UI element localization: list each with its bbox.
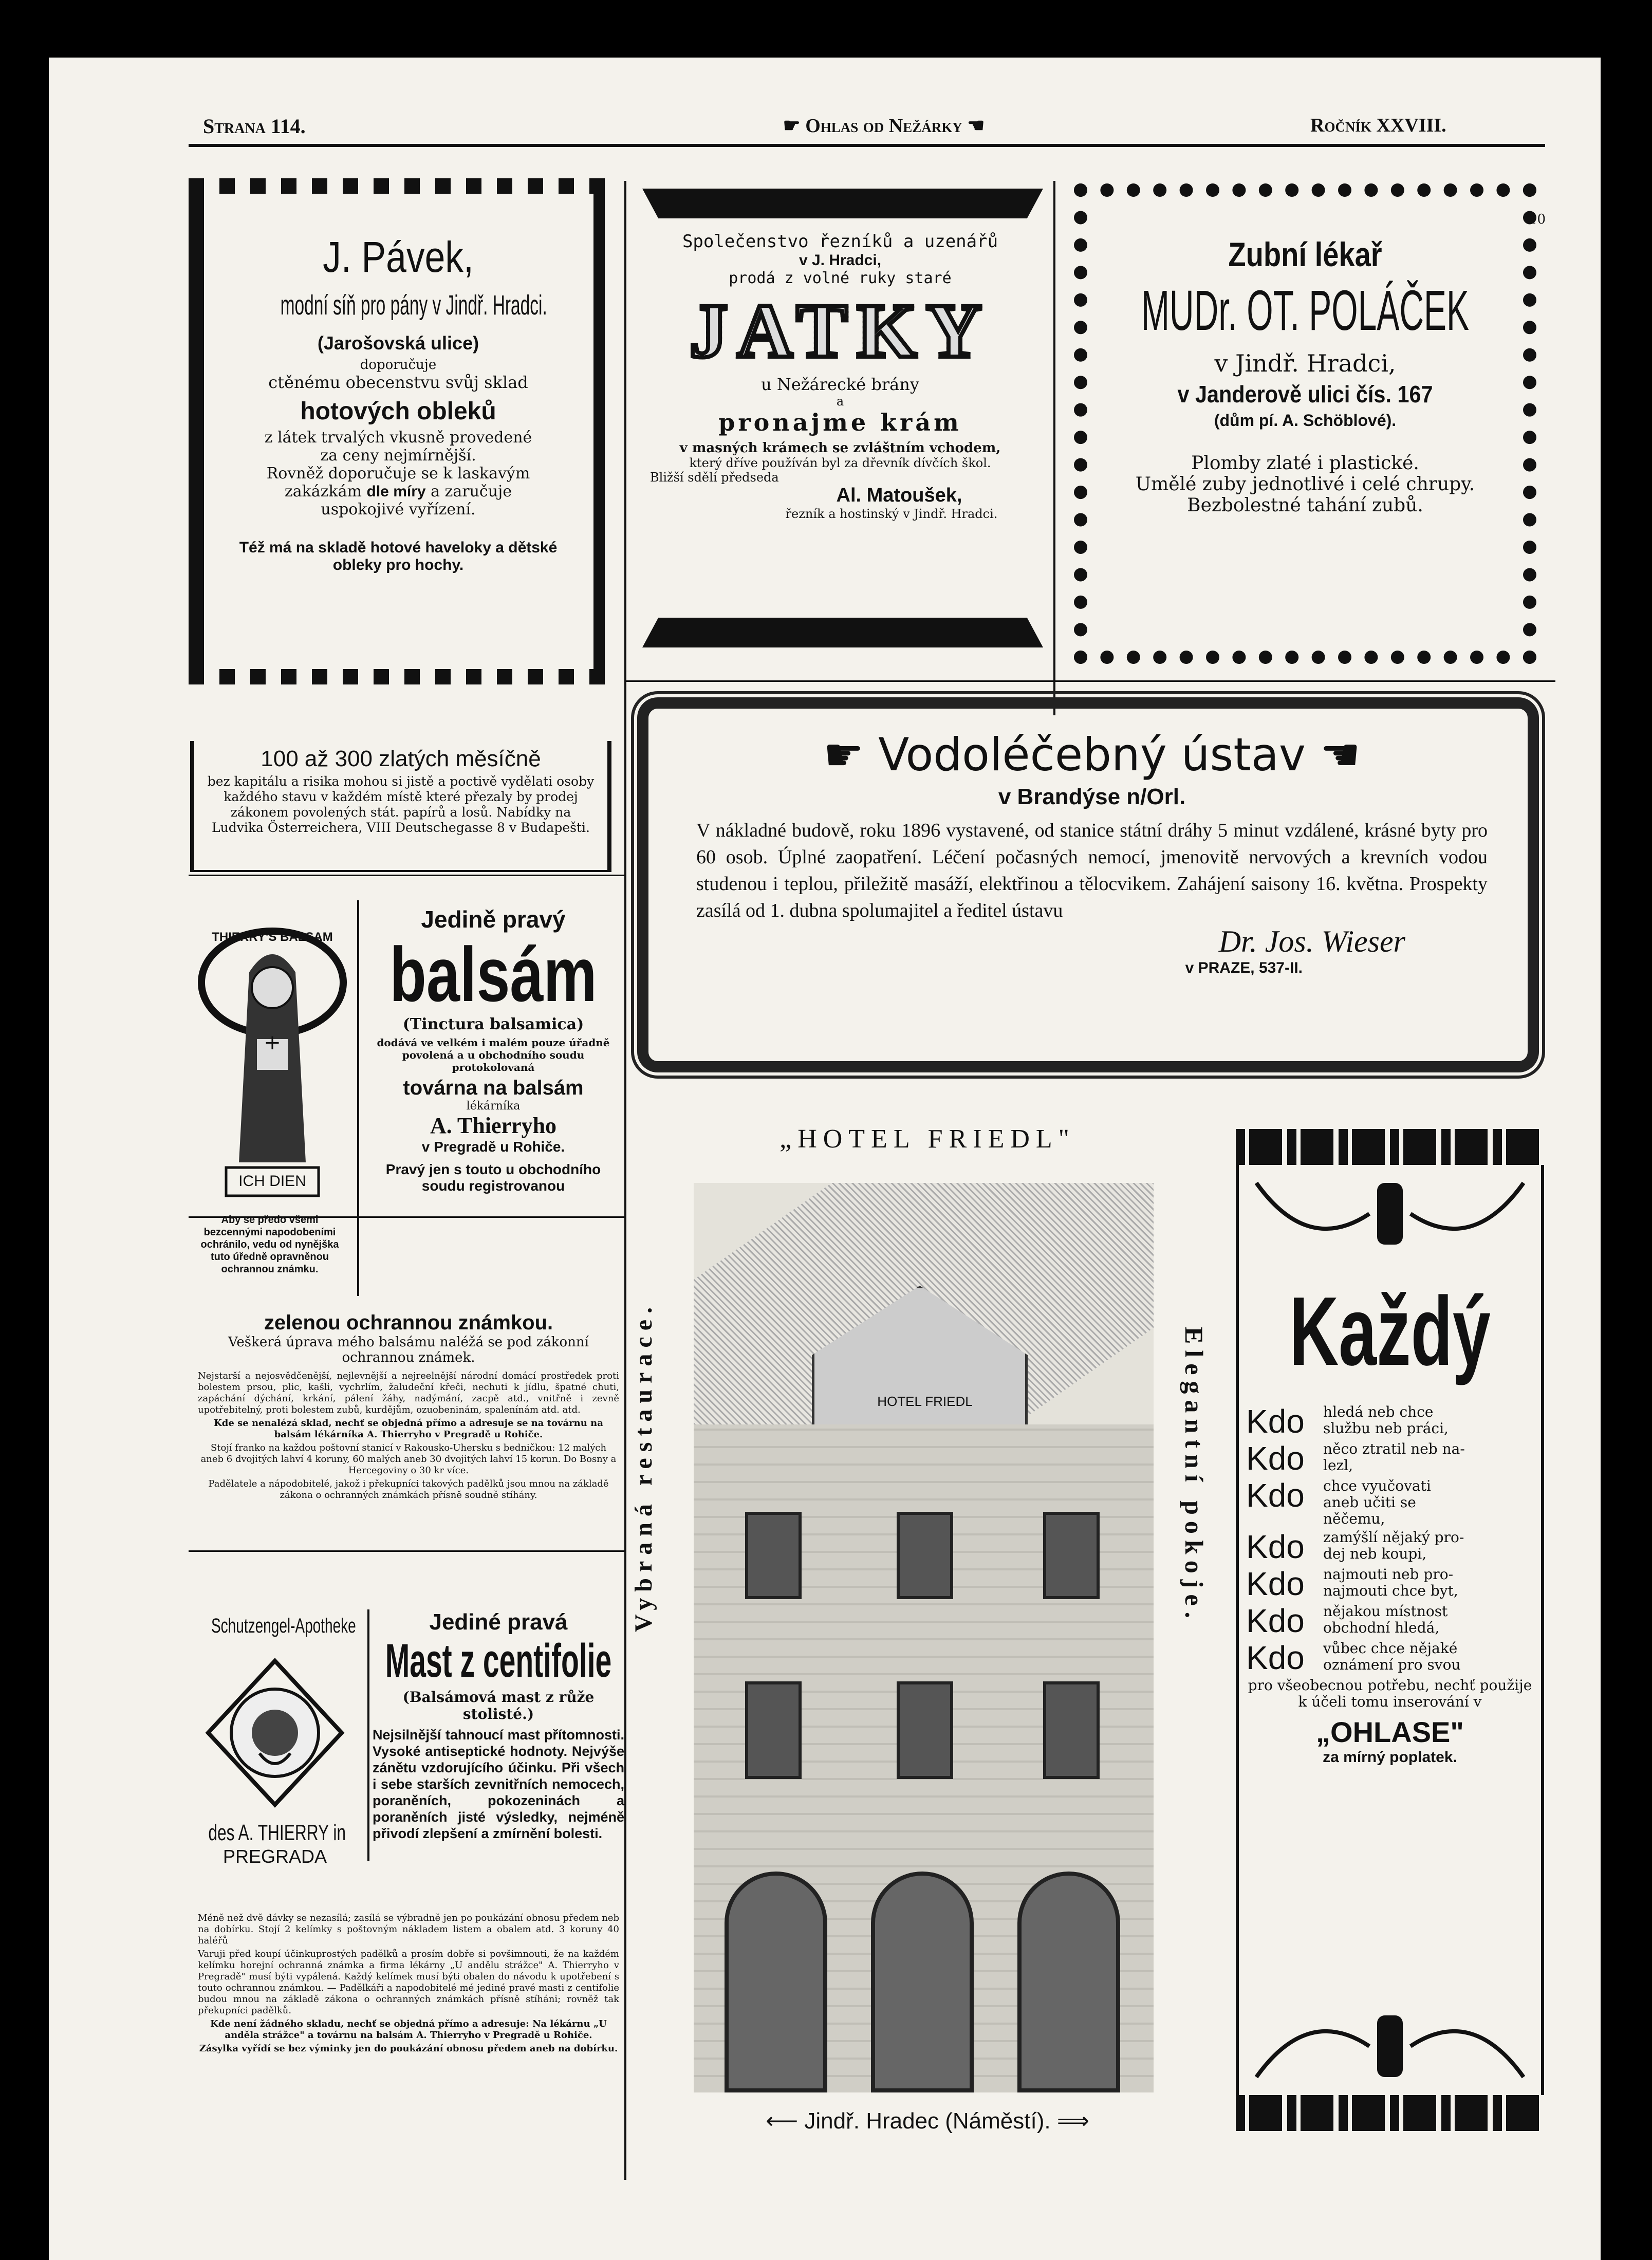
pavek-recommend: doporučuje: [360, 357, 437, 373]
pavek-line4: Rovněž doporučuje se k laskavým: [266, 465, 530, 483]
kdo-word: Kdo: [1246, 1528, 1305, 1565]
pavek-line1: ctěnému obecenstvu svůj sklad: [268, 373, 528, 392]
kazdy-row: [1246, 1441, 1534, 1476]
balsam-small1: dodává ve velkém i malém pouze úřadně povolená a u obchodního soudu protokolovaná: [377, 1036, 610, 1073]
balsam-p1: Veškerá úprava mého balsámu naléžá se pod zákonní ochrannou známek.: [228, 1335, 589, 1365]
pavek-subtitle: modní síň pro pány v Jindř. Hradci.: [280, 290, 547, 321]
vodo-body: V nákladné budově, roku 1896 vystavené, od stanice státní dráhy 5 minut vzdálené, krásné byty pro 60 osob. Úplné zaopatření. Léčení počasných nemocí, jmenovitě nervových a krevních vodou studenou i teplou, přiležitě masáží, elektřinou a tělocvikem. Zahájení saisony 16. května. Prospekty zasílá od 1. dubna spolumajitel a ředitel ústavu: [696, 820, 1488, 921]
mast-body: Nejsilnější tahnoucí mast přítomnosti. Vysoké antiseptické hodnoty. Nejvýše zánětu vzdorujícího účinku. Při všech i sebe starších zevnitřních nemocech, poraněních, pokozeninách a poraněních jisté výsledky, nejméně přivodí zlepšení a zmírnění bolesti.: [373, 1727, 624, 1841]
zubni-house: (dům pí. A. Schöblové).: [1214, 411, 1397, 430]
pointing-hand-left-icon: ☚: [1320, 728, 1361, 781]
ornament-scroll-icon: [1246, 2000, 1534, 2087]
arrow-left-icon: ⟵: [766, 2108, 805, 2134]
mast-p2: Varuji před koupí účinkuprostých padělků a prosím dobře si povšimnouti, že na každém kelímku horejní ochranná známka a firma lékárny „U andělu strážce" A. Thierryho v Pregradě" musí býti vypálená. Každý kelímek musí býti obalen do návodu k upotřebení s touto ochrannou známkou. — Padělkáři a napodobitelé mé jediné pravé masti z centifolie budou mnou na základě zákona o ochranných známkách přísně stíháni; rovněž tak překupníci padělků.: [198, 1949, 619, 2016]
balsam-p2: Nejstarší a nejosvědčenější, nejlevnější a nejreelnější národní domácí prostředek proti bolestem prsou, plic, kašli, vychrlím, žaludeční křeči, nechuti k jídlu, špatné chuti, zapáchání dýchání, krkání, pálení žáhy, nadýmání, zacpě atd., vnitřně i zevně upotřebitelný, proti bolestem zubů, kurdějům, ozuobeninám, spalenínám atd. atd.: [198, 1370, 619, 1415]
pavek-line2: z látek trvalých vkusně provedené: [264, 429, 532, 447]
balsam-right: [365, 905, 622, 1194]
mast-big: Mast z centifolie: [385, 1635, 612, 1687]
kazdy-row: [1246, 1478, 1534, 1527]
hotel-side-right: Elegantní pokoje.: [1180, 1327, 1209, 1625]
kdo-text: hledá neb chce službu neb práci,: [1323, 1403, 1449, 1437]
kdo-word: Kdo: [1246, 1602, 1305, 1639]
thierry-seal-icon: [198, 926, 347, 1203]
balsam-big: balsám: [389, 931, 597, 1017]
seal-bottom-text: ICH DIEN: [238, 1173, 306, 1190]
balsam-text: [198, 1311, 619, 1501]
zubni-corner: 10: [1529, 212, 1546, 227]
balsam-place: v Pregradě u Rohiče.: [421, 1139, 565, 1155]
hotel-arch: [725, 1872, 827, 2092]
mast-right: [373, 1609, 624, 1842]
jatky-big: JATKY: [629, 287, 1051, 375]
kdo-word: Kdo: [1246, 1477, 1305, 1514]
jatky-line9: Bližší sdělí předseda: [650, 470, 779, 485]
balsam-green: zelenou ochrannou známkou.: [264, 1311, 553, 1334]
sto-title: 100 až 300 zlatých měsíčně: [261, 746, 541, 771]
jatky-bottom-banner: [642, 618, 1043, 647]
column-rule-1: [624, 181, 626, 2180]
balsam-divider: [357, 900, 359, 1296]
kazdy-list: [1246, 1404, 1534, 1766]
kdo-text: najmouti neb pronajmouti chce byt,: [1323, 1566, 1458, 1599]
balsam-p5: Padělatele a nápodobitelé, jakož i překupníci takových padělků jsou mnou na základě zákona o ochranných známkách přísně soudně stíhány.: [208, 1478, 609, 1501]
row-rule-4: [189, 1550, 625, 1552]
hotel-window: [1043, 1512, 1100, 1599]
jatky-line8: který dříve používán byl za dřevník dívčích škol.: [689, 456, 991, 470]
pavek-street: (Jarošovská ulice): [317, 332, 479, 354]
column-rule-2: [1053, 181, 1055, 715]
kdo-text: zamýšlí nějaký prodej neb koupi,: [1323, 1529, 1464, 1562]
hotel-title: „HOTEL FRIEDL": [779, 1124, 1075, 1154]
pointing-hand-right-icon: ☛: [823, 728, 864, 781]
kazdy-row: [1246, 1529, 1534, 1564]
mast-left-bottom1: des A. THIERRY in: [208, 1820, 346, 1845]
arrow-right-icon: ⟹: [1050, 2108, 1089, 2134]
balsam-latin: (Tinctura balsamica): [402, 1015, 584, 1033]
pavek-name: J. Pávek,: [323, 233, 474, 281]
hotel-window: [745, 1681, 802, 1779]
hotel-caption: [681, 2108, 1174, 2134]
kazdy-tail: pro všeobecnou potřebu, nechť použije k účeli tomu inserování v: [1248, 1677, 1532, 1710]
hotel-sign: HOTEL FRIEDL: [877, 1394, 973, 1409]
pavek-line5b: dle míry: [366, 483, 426, 500]
balsam-p3: Kde se nenalézá sklad, nechť se objedná přímo a adresuje se na továrnu na balsám lékárníka A. Thierryho v Pregradě u Rohiče.: [214, 1418, 603, 1440]
jatky-top-banner: [642, 189, 1043, 218]
header-rule: [189, 144, 1545, 147]
vodo-signer: Dr. Jos. Wieser: [1218, 924, 1405, 958]
hotel-illustration: [694, 1183, 1154, 2092]
mast-p4: Zásylka vyřídí se bez výminky jen do poukázání obnosu předem aneb na dobírku.: [199, 2043, 618, 2054]
sto-ad: [203, 746, 599, 836]
balsam-genuine: Pravý jen s touto u obchodního soudu registrovanou: [385, 1161, 601, 1194]
masthead-title: [691, 114, 1076, 137]
kazdy-row: [1246, 1603, 1534, 1638]
kdo-word: Kdo: [1246, 1403, 1305, 1440]
mast-p1: Méně než dvě dávky se nezasílá; zasílá se výbradně jen po poukázání obnosu předem neb na dobírku. Stojí 2 kelímky s poštovným nákladem listem a obalem atd. 3 koruny 40 haléřů: [198, 1913, 619, 1946]
jatky-line5: a: [836, 394, 844, 409]
zubni-title: Zubní lékař: [1228, 235, 1382, 273]
mast-seal: [203, 1656, 347, 1810]
zubni-ad: [1092, 235, 1518, 516]
left-hand-icon: ☛: [783, 115, 806, 137]
pavek-line3: za ceny nejmírnější.: [320, 447, 476, 465]
pavek-ad: [208, 232, 588, 574]
hotel-caption-text: Jindř. Hradec (Náměstí).: [804, 2108, 1051, 2134]
svg-text:+: +: [264, 1031, 281, 1054]
kdo-word: Kdo: [1246, 1639, 1305, 1676]
masthead-text: Ohlas od Nežárky: [805, 115, 962, 137]
balsam-owner: A. Thierryho: [430, 1113, 557, 1138]
hotel-arch: [871, 1872, 974, 2092]
kazdy-big: Každý: [1289, 1277, 1491, 1386]
kazdy-bottom-band: [1236, 2095, 1544, 2131]
hotel-window: [897, 1681, 953, 1779]
page-number: Strana 114.: [203, 115, 306, 138]
balsam-factory: továrna na balsám: [403, 1077, 584, 1099]
balsam-seal: [198, 926, 347, 1203]
row-rule-1: [625, 680, 1555, 682]
kdo-word: Kdo: [1246, 1440, 1305, 1477]
zubni-street: v Janderově ulici čís. 167: [1177, 381, 1433, 407]
mast-left-bottom2: PREGRADA: [222, 1846, 327, 1867]
kazdy-ornament-bottom: [1246, 2000, 1534, 2087]
balsam-lekarnika: lékárníka: [466, 1100, 521, 1113]
hotel-side-left: Vybraná restaurace.: [630, 1301, 657, 1632]
mast-lead: Jediné pravá: [429, 1609, 568, 1635]
zubni-s3: Bezbolestné tahání zubů.: [1187, 495, 1423, 516]
kazdy-top-band: [1236, 1129, 1544, 1165]
pavek-line6: uspokojivé vyřízení.: [321, 501, 476, 518]
seal-top-text: THIERRY'S BALSAM: [212, 930, 333, 944]
kdo-text: nějakou místnost obchodní hledá,: [1323, 1603, 1448, 1636]
zubni-s1: Plomby zlaté i plastické.: [1191, 453, 1419, 474]
newspaper-page: [49, 58, 1601, 2260]
jatky-ad: [629, 231, 1051, 521]
vodo-address: v PRAZE, 537-II.: [1185, 959, 1303, 976]
zubni-name: MUDr. OT. POLÁČEK: [1141, 279, 1470, 342]
mast-sub: (Balsámová mast z růže stolisté.): [402, 1689, 595, 1722]
pavek-line5: [208, 483, 588, 501]
jatky-line4: u Nežárecké brány: [761, 375, 919, 394]
kazdy-ohlase: „OHLASE": [1316, 1716, 1464, 1748]
row-rule-2: [189, 875, 625, 876]
vodo-title-row: [696, 728, 1488, 781]
kdo-text: chce vyučovati aneb učiti se něčemu,: [1323, 1477, 1431, 1527]
pavek-highlight: hotových obleků: [300, 398, 496, 425]
kazdy-row: [1246, 1566, 1534, 1601]
mast-text: [198, 1913, 619, 2054]
sto-text: bez kapitálu a risika mohou si jistě a poctivě vydělati osoby každého stavu v každém místě které přezaly by prodej zákonem povolených stát. papírů a losů. Nabídky na Ludvika Österreichera, VIII Deutschegasse 8 v Budapešti.: [207, 774, 595, 835]
vodo-title: Vodoléčebný ústav: [878, 728, 1306, 781]
vodo-subtitle: v Brandýse n/Orl.: [998, 784, 1186, 809]
hotel-arch: [1017, 1872, 1120, 2092]
mast-left-head: Schutzengel-Apotheke: [211, 1615, 356, 1637]
kazdy-row: [1246, 1640, 1534, 1675]
ornament-hand-icon: [1246, 1173, 1534, 1265]
jatky-line7: v masných krámech se zvláštním vchodem,: [679, 440, 1001, 456]
zubni-s2: Umělé zuby jednotlivé i celé chrupy.: [1135, 474, 1475, 495]
jatky-signer-title: řezník a hostinský v Jindř. Hradci.: [785, 507, 998, 521]
right-hand-icon: ☚: [962, 115, 985, 137]
balsam-lead: Jedině pravý: [421, 906, 566, 933]
volume-number: Ročník XXVIII.: [1310, 115, 1446, 136]
kdo-text: vůbec chce nějaké oznámení pro svou: [1323, 1640, 1461, 1673]
zubni-city: v Jindř. Hradci,: [1214, 349, 1396, 377]
jatky-line1: Společenstvo řezníků a uzenářů: [682, 231, 998, 252]
pavek-line5a: zakázkám: [284, 483, 362, 501]
vodo-ad: [696, 728, 1488, 977]
balsam-left-note: Aby se předo všemi bezcennými napodobeními ochránilo, vedu od nynějška tuto úředně opravněnou ochrannou známku.: [200, 1214, 339, 1275]
kazdy-ornament-top: [1246, 1173, 1534, 1265]
pavek-footer: Též má na skladě hotové haveloky a dětské obleky pro hochy.: [239, 539, 558, 573]
kdo-text: něco ztratil neb nalezl,: [1323, 1440, 1465, 1474]
jatky-line6: pronajme krám: [718, 409, 962, 436]
hotel-window: [897, 1512, 953, 1599]
jatky-line3: prodá z volné ruky staré: [729, 269, 952, 287]
jatky-line2: v J. Hradci,: [799, 252, 882, 269]
hotel-window: [1043, 1681, 1100, 1779]
kazdy-price: za mírný poplatek.: [1323, 1749, 1457, 1766]
jatky-signer: Al. Matoušek,: [836, 485, 962, 506]
hotel-window: [745, 1512, 802, 1599]
kdo-word: Kdo: [1246, 1565, 1305, 1602]
mast-p3: Kde není žádného skladu, nechť se objedná přímo a adresuje: Na lékárnu „U anděla strážce" a továrnu na balsám A. Thierryho v Pregradě u Rohiče.: [210, 2018, 607, 2041]
balsam-p4: Stojí franko na každou poštovní stanicí v Rakousko-Uhersku s bedničkou: 12 malých aneb 6 dvojitých lahví 4 koruny, 60 malých aneb 30 dvojitých lahví 15 korun. Do Bosny a Hercegoviny o 30 kr více.: [200, 1442, 617, 1476]
centifolia-seal-icon: [203, 1656, 347, 1810]
kazdy-row: [1246, 1404, 1534, 1439]
pavek-line5c: a zaručuje: [431, 483, 512, 501]
